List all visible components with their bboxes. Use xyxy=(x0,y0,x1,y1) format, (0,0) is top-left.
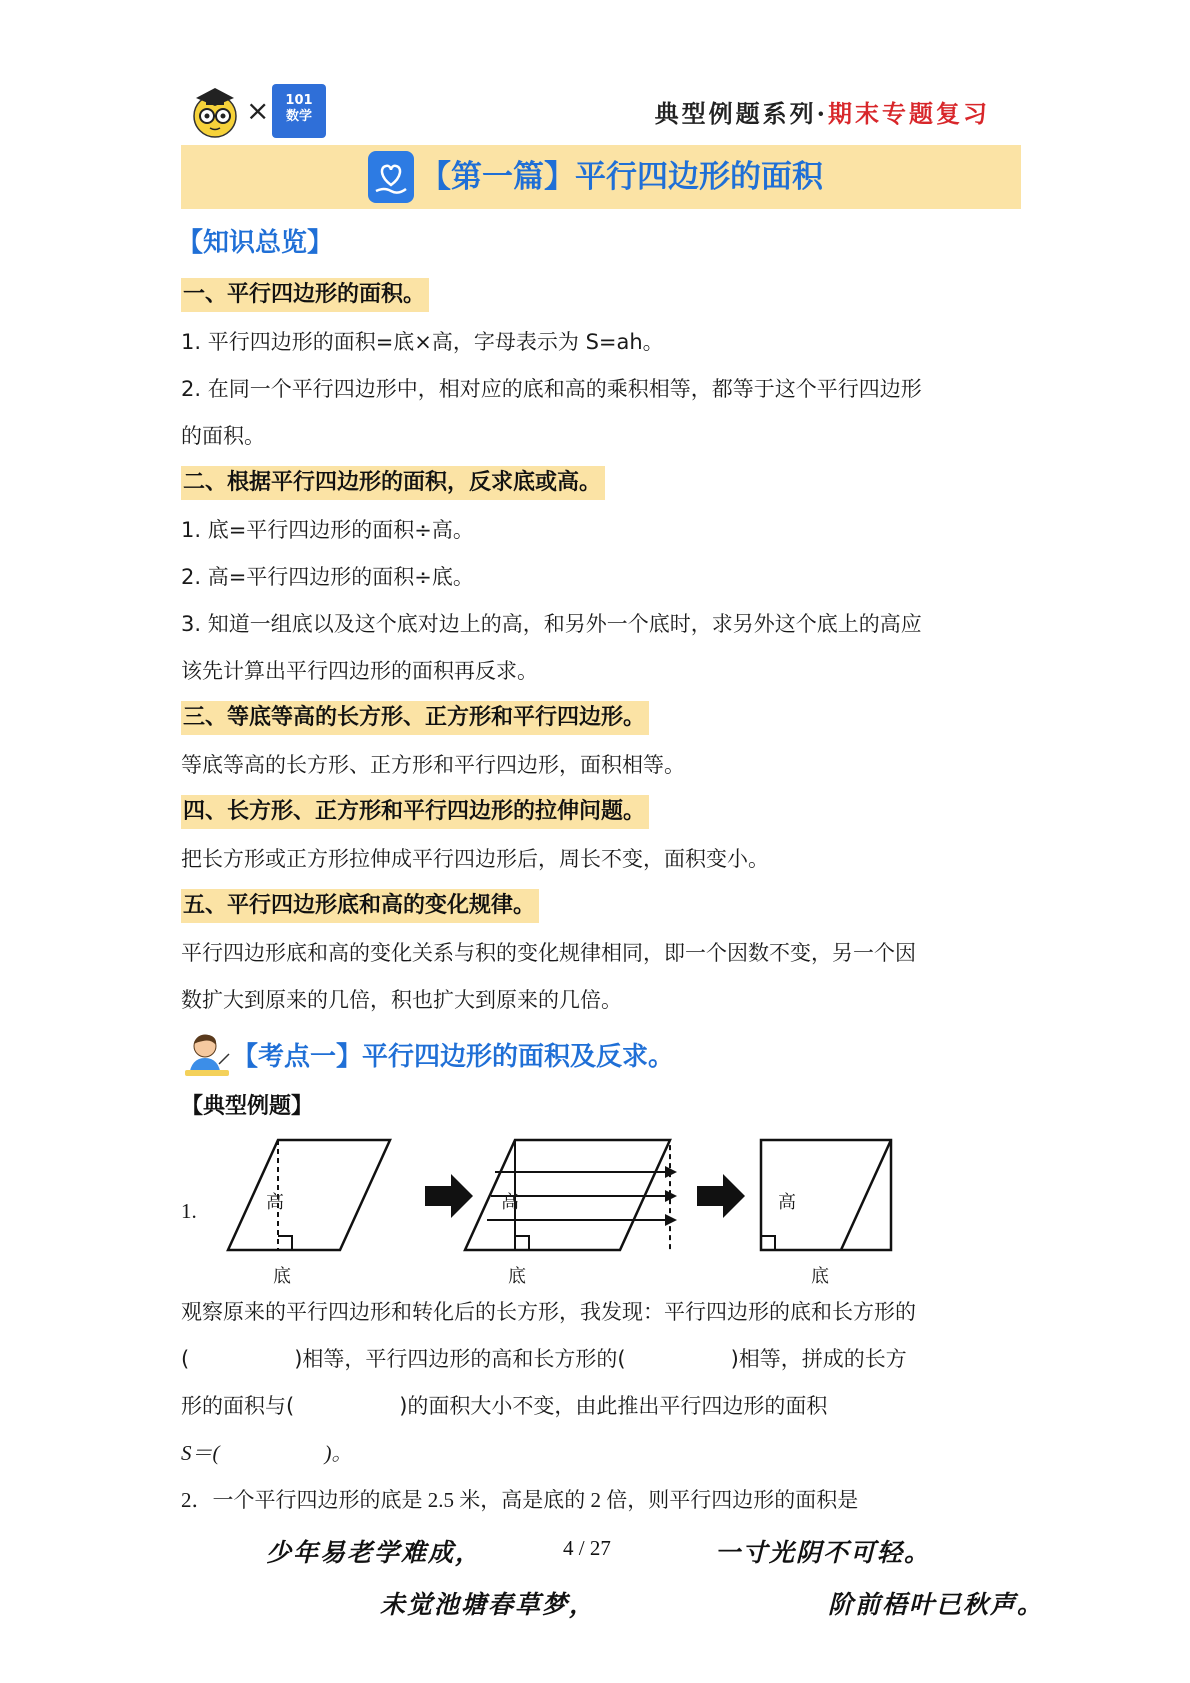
section-2-line-2: 2. 高=平行四边形的面积÷底。 xyxy=(181,565,474,589)
label-height-3: 高 xyxy=(778,1192,796,1213)
q1-line-3: 形的面积与( )的面积大小不变，由此推出平行四边形的面积 xyxy=(181,1394,828,1418)
label-height-2: 高 xyxy=(501,1192,519,1213)
section-2-line-1: 1. 底=平行四边形的面积÷高。 xyxy=(181,518,474,542)
q1-number: 1. xyxy=(181,1199,197,1223)
page-number: 4 / 27 xyxy=(563,1536,611,1560)
section-2-line-3a: 3. 知道一组底以及这个底对边上的高，和另外一个底时，求另外这个底上的高应 xyxy=(181,612,922,636)
section-1-line-2a: 2. 在同一个平行四边形中，相对应的底和高的乘积相等，都等于这个平行四边形 xyxy=(181,377,922,401)
example-heading: 【典型例题】 xyxy=(181,1094,314,1119)
section-5-line-1b: 数扩大到原来的几倍，积也扩大到原来的几倍。 xyxy=(181,988,622,1012)
right-angle-mark xyxy=(278,1236,292,1250)
section-1-line-1: 1. 平行四边形的面积=底×高，字母表示为 S=ah。 xyxy=(181,330,664,354)
arrow-right-1 xyxy=(425,1174,473,1218)
section-4-line-1: 把长方形或正方形拉伸成平行四边形后，周长不变，面积变小。 xyxy=(181,847,769,871)
section-3-line-1: 等底等高的长方形、正方形和平行四边形，面积相等。 xyxy=(181,753,685,777)
section-4-title: 四、长方形、正方形和平行四边形的拉伸问题。 xyxy=(181,795,649,829)
owl-logo-icon xyxy=(188,84,242,138)
label-base-3: 底 xyxy=(811,1266,829,1287)
page-title: 【第一篇】平行四边形的面积 xyxy=(420,159,823,195)
section-5-title: 五、平行四边形底和高的变化规律。 xyxy=(181,889,539,923)
x-sign: × xyxy=(246,94,270,127)
poem-line-4: 阶前梧叶已秋声。 xyxy=(828,1590,1045,1619)
brand-logo-text: 101 数学 xyxy=(285,93,313,124)
kaodian-heading: 【考点一】平行四边形的面积及反求。 xyxy=(232,1042,675,1072)
series-title xyxy=(655,94,990,129)
q2-line-1: 2．一个平行四边形的底是 2.5 米，高是底的 2 倍，则平行四边形的面积是 xyxy=(181,1488,859,1512)
section-1-line-2b: 的面积。 xyxy=(181,424,265,448)
poem-line-3: 未觉池塘春草梦， xyxy=(380,1590,597,1619)
q1-line-4: S＝( )。 xyxy=(181,1441,353,1465)
label-base-1: 底 xyxy=(273,1266,291,1287)
section-2-title: 二、根据平行四边形的面积，反求底或高。 xyxy=(181,466,605,500)
transform-figure xyxy=(225,1130,935,1290)
section-3-title: 三、等底等高的长方形、正方形和平行四边形。 xyxy=(181,701,649,735)
arrow-right-2 xyxy=(697,1174,745,1218)
parallelogram-original xyxy=(228,1140,390,1250)
knowledge-heading: 【知识总览】 xyxy=(177,228,334,258)
q1-line-1: 观察原来的平行四边形和转化后的长方形，我发现：平行四边形的底和长方形的 xyxy=(181,1300,916,1324)
label-height-1: 高 xyxy=(266,1192,284,1213)
section-1-title: 一、平行四边形的面积。 xyxy=(181,278,429,312)
label-base-2: 底 xyxy=(508,1266,526,1287)
poem-line-1: 少年易老学难成， xyxy=(266,1538,483,1567)
series-suffix: 期末专题复习 xyxy=(828,99,990,128)
series-prefix: 典型例题系列· xyxy=(654,99,828,128)
section-5-line-1a: 平行四边形底和高的变化关系与积的变化规律相同，即一个因数不变，另一个因 xyxy=(181,941,916,965)
brand-logo xyxy=(272,84,326,138)
section-2-line-3b: 该先计算出平行四边形的面积再反求。 xyxy=(181,659,538,683)
q1-line-2: ( )相等，平行四边形的高和长方形的( )相等，拼成的长方 xyxy=(181,1347,907,1371)
poem-line-2: 一寸光阴不可轻。 xyxy=(715,1538,932,1567)
student-icon xyxy=(183,1030,233,1080)
heart-hand-icon xyxy=(368,151,414,203)
